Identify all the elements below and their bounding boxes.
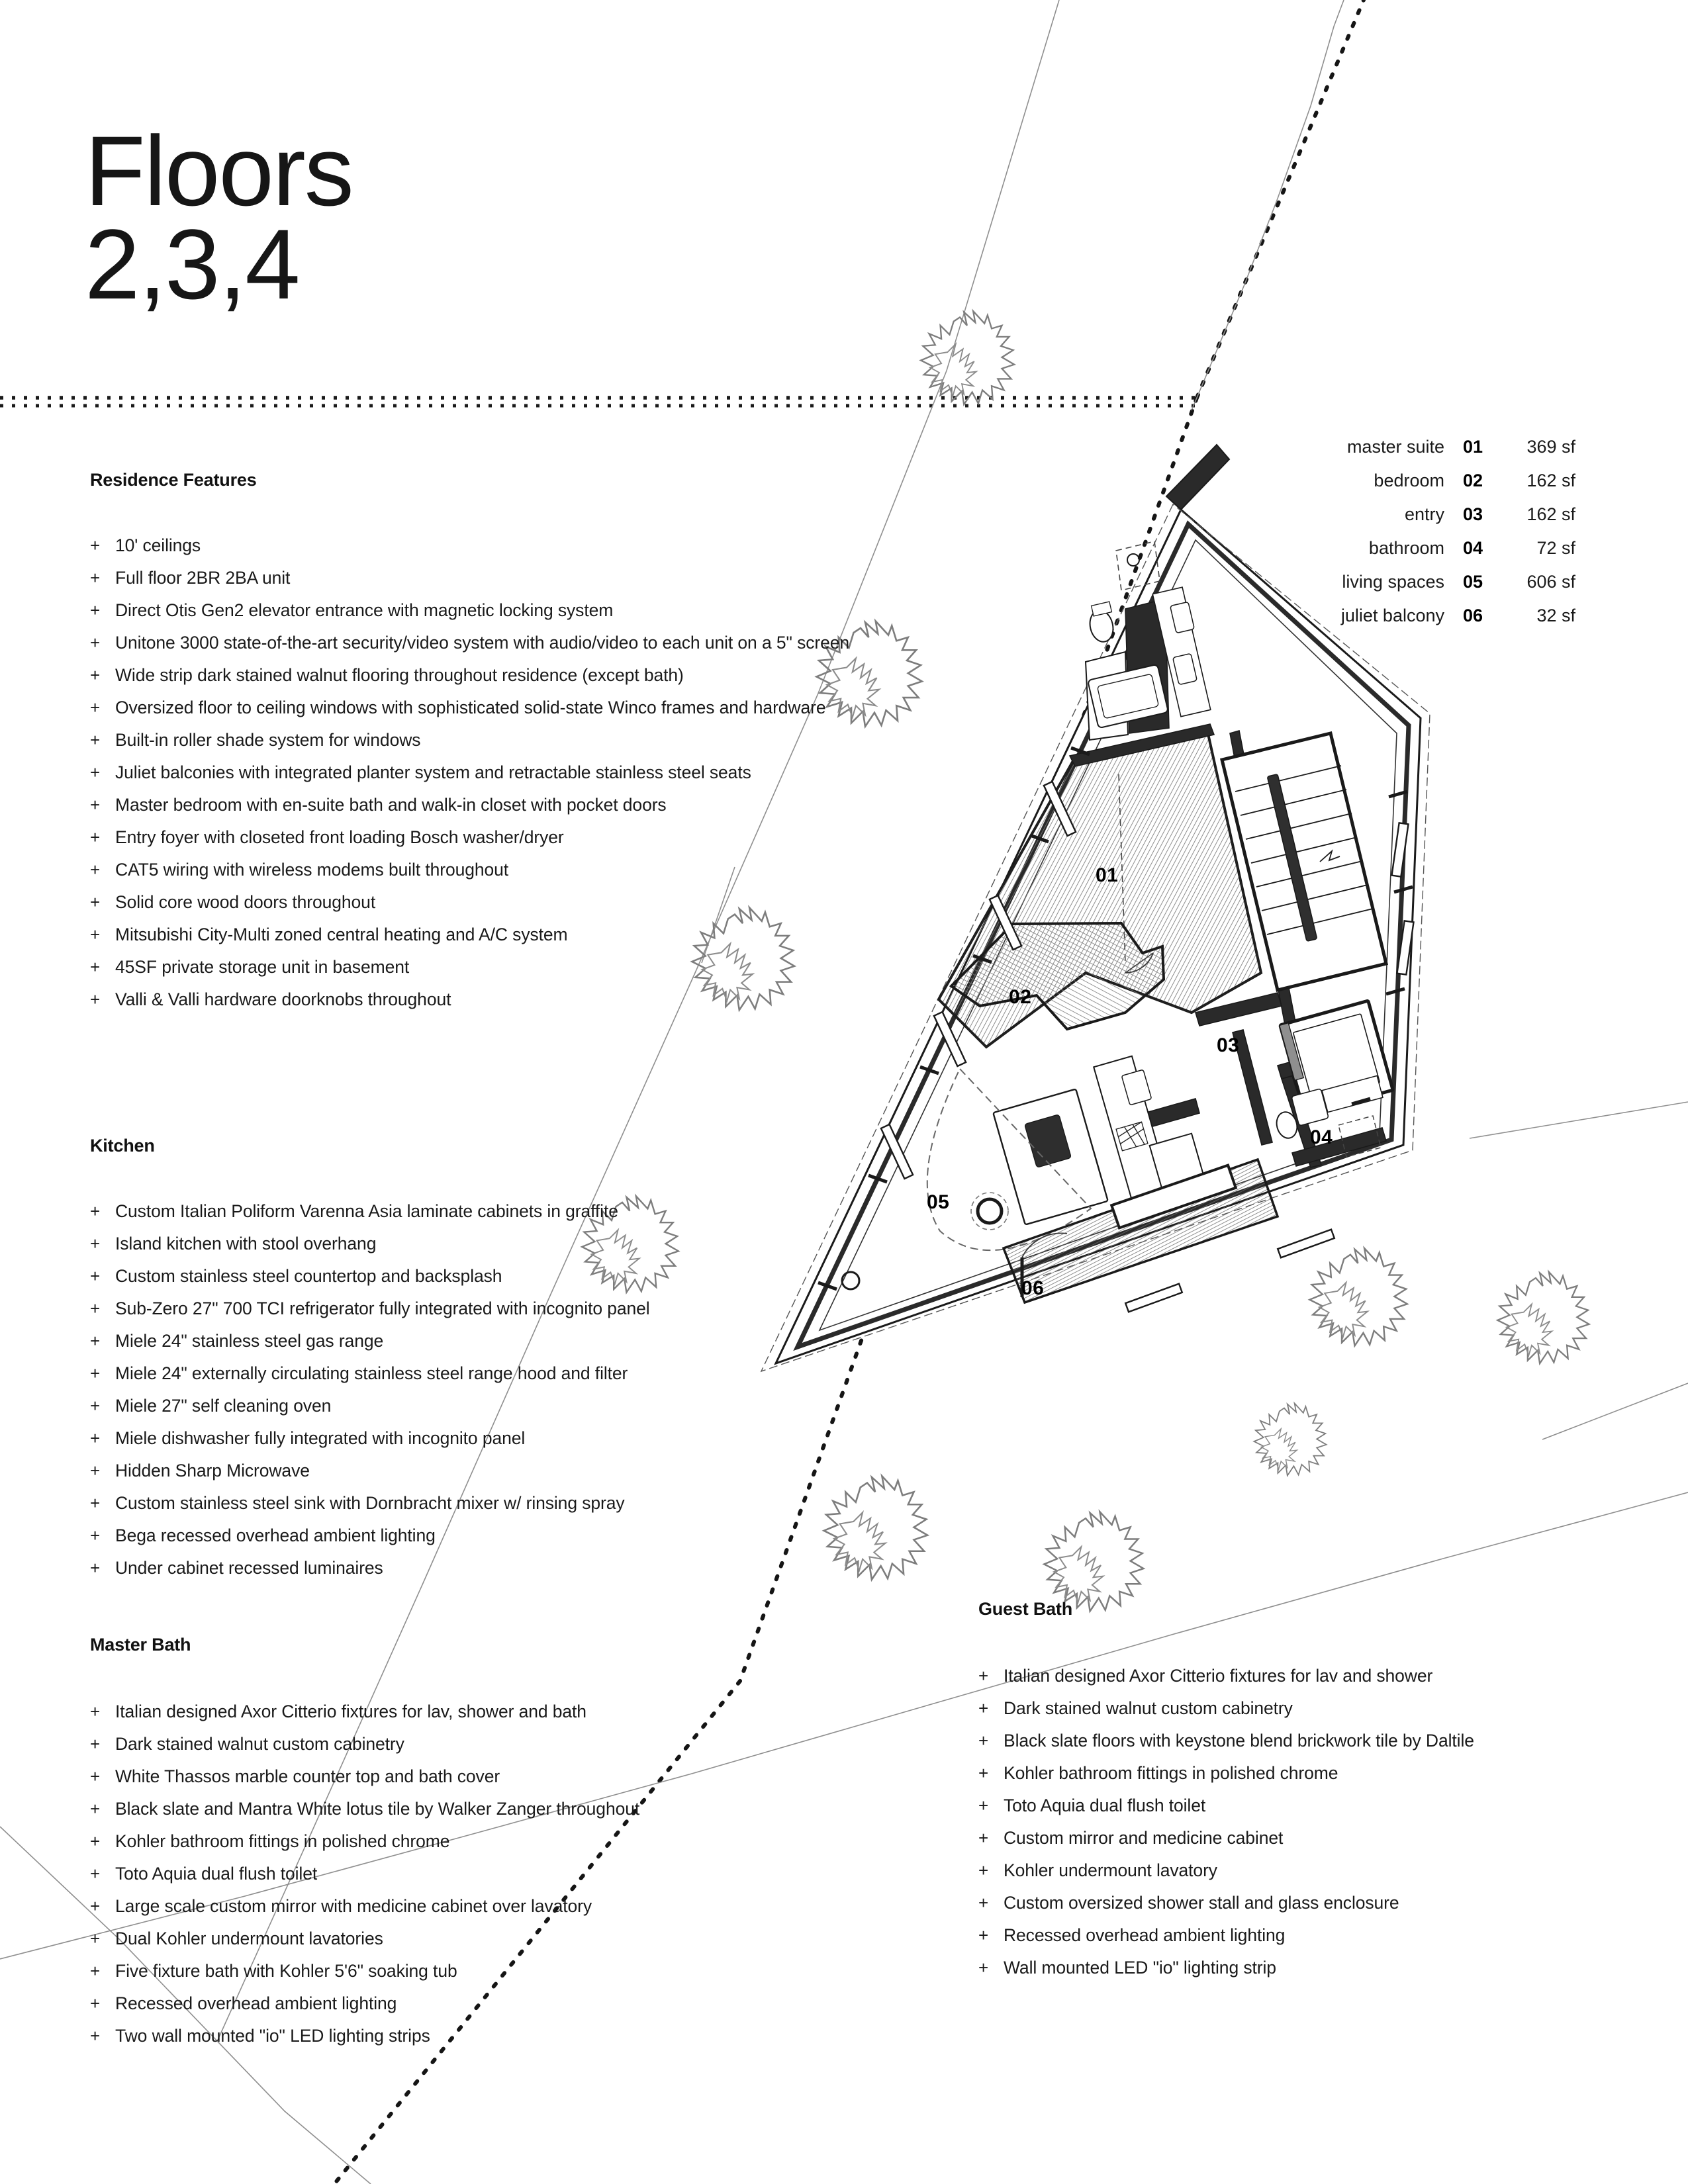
kitchen-list [90,1195,650,1584]
feature-item [90,1260,650,1293]
residence-features-list [90,529,849,1016]
room-number-tag-05: 05 [927,1191,950,1213]
feature-item [90,659,849,692]
master-bath-heading: Master Bath [90,1635,191,1655]
feature-item-label: Kohler undermount lavatory [1004,1860,1217,1880]
plus-bullet-icon: + [90,1831,101,1851]
plus-bullet-icon: + [90,1993,101,2013]
feature-item-label: White Thassos marble counter top and bath cover [115,1766,500,1786]
schedule-row [1286,538,1575,572]
plus-bullet-icon: + [90,633,101,653]
feature-item [978,1822,1474,1854]
feature-item-label: Sub-Zero 27" 700 TCI refrigerator fully integrated with incognito panel [115,1298,650,1318]
plus-bullet-icon: + [90,1363,101,1383]
plus-bullet-icon: + [90,1766,101,1786]
page-title [85,115,353,320]
schedule-room-code: 03 [1462,504,1483,524]
feature-item-label: Miele 24" stainless steel gas range [115,1331,384,1351]
feature-item-label: Two wall mounted "io" LED lighting strips [115,2026,430,2046]
plus-bullet-icon: + [90,1493,101,1513]
master-bath-list [90,1696,639,2052]
feature-item-label: Miele dishwasher fully integrated with incognito panel [115,1428,526,1448]
feature-item [90,1728,639,1760]
plus-bullet-icon: + [90,2026,101,2046]
feature-item-label: Italian designed Axor Citterio fixtures for lav and shower [1004,1666,1433,1686]
feature-item [90,1793,639,1825]
schedule-room-code: 06 [1462,606,1483,625]
plus-bullet-icon: + [978,1763,989,1783]
feature-item-label: Bega recessed overhead ambient lighting [115,1525,436,1545]
plus-bullet-icon: + [90,698,101,717]
feature-item [90,627,849,659]
feature-item-label: Miele 27" self cleaning oven [115,1396,332,1416]
room-number-tag-04: 04 [1310,1126,1333,1148]
feature-item [978,1757,1474,1790]
feature-item-label: 45SF private storage unit in basement [115,957,410,977]
feature-item-label: Dark stained walnut custom cabinetry [115,1734,404,1754]
guest-bath-list [978,1660,1474,1984]
plus-bullet-icon: + [978,1796,989,1815]
feature-item-label: Solid core wood doors throughout [115,892,376,912]
feature-item [90,1487,650,1520]
feature-item-label: Custom stainless steel sink with Dornbracht mixer w/ rinsing spray [115,1493,625,1513]
feature-item [90,1357,650,1390]
plus-bullet-icon: + [978,1828,989,1848]
feature-item [978,1854,1474,1887]
room-number-tag-06: 06 [1021,1277,1045,1299]
feature-item [90,886,849,919]
plus-bullet-icon: + [90,957,101,977]
room-number-tag-02: 02 [1009,986,1032,1008]
plus-bullet-icon: + [978,1958,989,1978]
room-number-tag-03: 03 [1217,1034,1240,1056]
feature-item [90,1987,639,2020]
schedule-room-code: 05 [1462,572,1483,592]
feature-item-label: Hidden Sharp Microwave [115,1461,310,1480]
feature-item-label: Unitone 3000 state-of-the-art security/video system with audio/video to each unit on a 5" screen [115,633,850,653]
plus-bullet-icon: + [90,600,101,620]
plus-bullet-icon: + [90,925,101,944]
plus-bullet-icon: + [90,730,101,750]
feature-item [90,789,849,821]
plus-bullet-icon: + [90,1864,101,1884]
plus-bullet-icon: + [90,1799,101,1819]
room-number-tag-01: 01 [1096,864,1119,886]
feature-item-label: Island kitchen with stool overhang [115,1234,377,1253]
feature-item-label: Under cabinet recessed luminaires [115,1558,383,1578]
feature-item [90,529,849,562]
feature-item [90,1760,639,1793]
feature-item-label: Kohler bathroom fittings in polished chrome [1004,1763,1338,1783]
feature-item-label: Built-in roller shade system for windows [115,730,421,750]
feature-item-label: Wall mounted LED "io" lighting strip [1004,1958,1276,1978]
plus-bullet-icon: + [90,535,101,555]
feature-item-label: Entry foyer with closeted front loading Bosch washer/dryer [115,827,564,847]
feature-item-label: Toto Aquia dual flush toilet [1004,1796,1206,1815]
schedule-room-name: bedroom [1374,471,1444,490]
feature-item [90,983,849,1016]
schedule-row [1286,572,1575,606]
plus-bullet-icon: + [90,1461,101,1480]
schedule-room-name: bathroom [1368,538,1444,558]
feature-item [90,756,849,789]
feature-item-label: Five fixture bath with Kohler 5'6" soaking tub [115,1961,457,1981]
feature-item [90,2020,639,2052]
feature-item-label: Dark stained walnut custom cabinetry [1004,1698,1293,1718]
plus-bullet-icon: + [90,795,101,815]
feature-item-label: Dual Kohler undermount lavatories [115,1929,383,1948]
feature-item [90,821,849,854]
plus-bullet-icon: + [90,1331,101,1351]
feature-item-label: Black slate floors with keystone blend brickwork tile by Daltile [1004,1731,1474,1751]
feature-item [978,1725,1474,1757]
feature-item [90,919,849,951]
plus-bullet-icon: + [90,1396,101,1416]
schedule-room-name: juliet balcony [1340,606,1444,625]
feature-item [90,1923,639,1955]
plus-bullet-icon: + [90,860,101,880]
schedule-room-area: 606 sf [1526,572,1575,592]
schedule-row [1286,606,1575,639]
schedule-room-name: master suite [1346,437,1444,457]
plus-bullet-icon: + [90,1428,101,1448]
feature-item-label: Toto Aquia dual flush toilet [115,1864,318,1884]
plus-bullet-icon: + [90,762,101,782]
plus-bullet-icon: + [978,1925,989,1945]
feature-item [90,1228,650,1260]
plus-bullet-icon: + [90,1961,101,1981]
feature-item [90,1552,650,1584]
feature-item [90,1293,650,1325]
feature-item-label: Mitsubishi City-Multi zoned central heating and A/C system [115,925,568,944]
guest-bath-heading: Guest Bath [978,1599,1073,1619]
feature-item [90,1955,639,1987]
feature-item [90,1325,650,1357]
plus-bullet-icon: + [90,1734,101,1754]
schedule-room-area: 162 sf [1526,471,1575,490]
schedule-room-code: 04 [1462,538,1483,558]
plus-bullet-icon: + [90,665,101,685]
room-schedule [1286,437,1575,639]
schedule-room-area: 162 sf [1526,504,1575,524]
feature-item-label: Black slate and Mantra White lotus tile by Walker Zanger throughout [115,1799,640,1819]
feature-item-label: Italian designed Axor Citterio fixtures for lav, shower and bath [115,1702,586,1721]
feature-item [90,1520,650,1552]
feature-item [90,951,849,983]
plus-bullet-icon: + [90,827,101,847]
plus-bullet-icon: + [90,1525,101,1545]
feature-item-label: Oversized floor to ceiling windows with sophisticated solid-state Winco frames and hardware [115,698,826,717]
schedule-row [1286,471,1575,504]
feature-item-label: Custom mirror and medicine cabinet [1004,1828,1284,1848]
feature-item [90,1825,639,1858]
feature-item-label: Recessed overhead ambient lighting [1004,1925,1286,1945]
plus-bullet-icon: + [978,1731,989,1751]
schedule-room-area: 369 sf [1526,437,1575,457]
plus-bullet-icon: + [90,1234,101,1253]
feature-item [90,1890,639,1923]
feature-item [978,1790,1474,1822]
feature-item-label: Custom stainless steel countertop and backsplash [115,1266,502,1286]
plus-bullet-icon: + [90,1702,101,1721]
plus-bullet-icon: + [90,568,101,588]
kitchen-heading: Kitchen [90,1136,155,1156]
plus-bullet-icon: + [90,1266,101,1286]
schedule-row [1286,504,1575,538]
feature-item [90,1195,650,1228]
feature-item [90,562,849,594]
schedule-room-code: 01 [1462,437,1483,457]
feature-item-label: Master bedroom with en-suite bath and walk-in closet with pocket doors [115,795,667,815]
plus-bullet-icon: + [90,892,101,912]
feature-item-label: Wide strip dark stained walnut flooring throughout residence (except bath) [115,665,684,685]
feature-item-label: Custom oversized shower stall and glass enclosure [1004,1893,1399,1913]
feature-item [90,1422,650,1455]
feature-item-label: Full floor 2BR 2BA unit [115,568,291,588]
plus-bullet-icon: + [90,1929,101,1948]
feature-item [978,1660,1474,1692]
feature-item [978,1692,1474,1725]
feature-item [90,594,849,627]
plus-bullet-icon: + [978,1893,989,1913]
schedule-room-name: entry [1404,504,1444,524]
feature-item [90,1858,639,1890]
feature-item [978,1887,1474,1919]
page-title-line1: Floors [85,115,353,226]
feature-item-label: Kohler bathroom fittings in polished chrome [115,1831,450,1851]
feature-item-label: Custom Italian Poliform Varenna Asia laminate cabinets in graffite [115,1201,618,1221]
plus-bullet-icon: + [978,1666,989,1686]
plus-bullet-icon: + [978,1698,989,1718]
feature-item [90,724,849,756]
feature-item [90,692,849,724]
feature-item-label: Miele 24" externally circulating stainless steel range hood and filter [115,1363,628,1383]
feature-item-label: Large scale custom mirror with medicine cabinet over lavatory [115,1896,592,1916]
plus-bullet-icon: + [978,1860,989,1880]
plus-bullet-icon: + [90,1558,101,1578]
feature-item-label: Juliet balconies with integrated planter system and retractable stainless steel seats [115,762,751,782]
plus-bullet-icon: + [90,989,101,1009]
feature-item-label: Valli & Valli hardware doorknobs throughout [115,989,451,1009]
feature-item [90,1696,639,1728]
plus-bullet-icon: + [90,1896,101,1916]
schedule-room-area: 72 sf [1536,538,1575,558]
plus-bullet-icon: + [90,1201,101,1221]
feature-item [90,854,849,886]
page-title-line2: 2,3,4 [85,208,299,320]
feature-item [978,1919,1474,1952]
feature-item [90,1390,650,1422]
schedule-room-area: 32 sf [1536,606,1575,625]
residence-features-heading: Residence Features [90,470,257,490]
feature-item-label: 10' ceilings [115,535,201,555]
feature-item-label: Direct Otis Gen2 elevator entrance with magnetic locking system [115,600,614,620]
feature-item [978,1952,1474,1984]
feature-item-label: Recessed overhead ambient lighting [115,1993,397,2013]
feature-item [90,1455,650,1487]
schedule-room-code: 02 [1462,471,1483,490]
schedule-row [1286,437,1575,471]
schedule-room-name: living spaces [1342,572,1444,592]
feature-item-label: CAT5 wiring with wireless modems built throughout [115,860,509,880]
plus-bullet-icon: + [90,1298,101,1318]
